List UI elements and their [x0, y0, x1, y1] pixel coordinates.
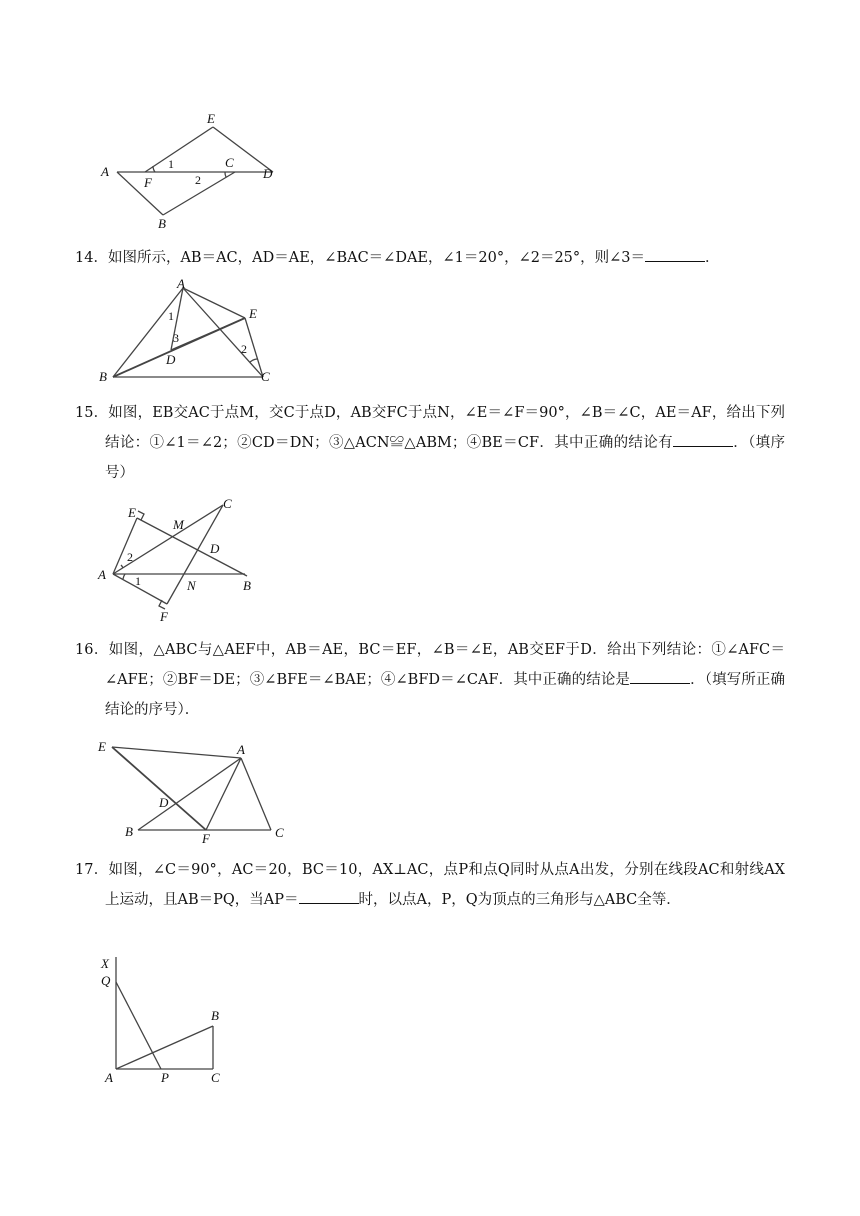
label-E: E: [249, 306, 257, 321]
label-P: P: [161, 1070, 169, 1085]
label-A: A: [177, 276, 185, 291]
question-17: [75, 855, 785, 915]
label-E: E: [207, 111, 215, 126]
label-B: B: [99, 369, 107, 384]
question-text-end: 时，以点A，P，Q为顶点的三角形与△ABC全等．: [358, 892, 681, 908]
label-A: A: [101, 164, 109, 179]
label-C: C: [275, 825, 284, 840]
question-number: 15．: [75, 405, 109, 421]
label-C: C: [225, 155, 234, 170]
angle-1: 1: [168, 157, 174, 171]
label-B: B: [211, 1008, 219, 1023]
angle-2: 2: [127, 550, 133, 564]
label-B: B: [158, 216, 166, 231]
label-D: D: [166, 352, 176, 367]
answer-blank[interactable]: [673, 432, 733, 447]
angle-3: 3: [173, 331, 179, 345]
angle-1: 1: [135, 574, 141, 588]
label-E: E: [128, 505, 136, 520]
angle-2: 2: [241, 342, 247, 356]
question-number: 14．: [75, 250, 108, 266]
label-Q: Q: [101, 973, 111, 988]
label-D: D: [263, 166, 273, 181]
question-text: 如图，∠C＝90°，AC＝20，BC＝10，AX⊥AC，点P和点Q同时从点A出发，分别在线段AC和射线AX上运动，且AB＝PQ，当AP＝: [105, 862, 785, 908]
label-F: F: [160, 609, 168, 624]
question-text: 如图，△ABC与△AEF中，AB＝AE，BC＝EF，∠B＝∠E，AB交EF于D．给出下列结论：①∠AFC＝∠AFE；②BF＝DE；③∠BFE＝∠BAE；④∠BFD＝∠CAF．其中正确的结论是: [105, 642, 785, 688]
label-C: C: [261, 369, 270, 384]
figure-17: [95, 952, 235, 1092]
question-text-end: ．（填写所正确结论的序号）．: [105, 672, 785, 718]
label-M: M: [173, 517, 184, 532]
figure-15: [95, 495, 265, 625]
label-D: D: [159, 795, 169, 810]
question-14: [75, 243, 785, 273]
figure-16: [95, 736, 295, 844]
question-text-end: ．: [705, 250, 720, 266]
question-text: 如图所示，AB＝AC，AD＝AE，∠BAC＝∠DAE，∠1＝20°，∠2＝25°，则∠3＝: [107, 250, 646, 266]
figure-14: [95, 278, 280, 386]
question-number: 16．: [75, 642, 109, 658]
angle-1: 1: [168, 309, 174, 323]
label-A: A: [105, 1070, 113, 1085]
question-text-end: ．（填序号）: [105, 435, 785, 481]
label-A: A: [237, 742, 245, 757]
question-16: [75, 635, 785, 725]
question-number: 17．: [75, 862, 109, 878]
question-15: [75, 398, 786, 488]
label-C: C: [211, 1070, 220, 1085]
label-F: F: [144, 175, 152, 190]
question-text: 如图，EB交AC于点M，交C于点D，AB交FC于点N，∠E＝∠F＝90°，∠B＝∠C，AE＝AF，给出下列结论：①∠1＝∠2；②CD＝DN；③△ACN≌△ABM；④BE＝CF．其中正确的结论有: [105, 405, 786, 451]
label-E: E: [98, 739, 106, 754]
label-F: F: [202, 831, 210, 846]
figure-13: [95, 110, 295, 235]
label-A: A: [98, 567, 106, 582]
answer-blank[interactable]: [299, 889, 359, 904]
label-B: B: [243, 578, 251, 593]
answer-blank[interactable]: [630, 669, 690, 684]
label-B: B: [125, 824, 133, 839]
answer-blank[interactable]: [645, 247, 705, 262]
label-C: C: [223, 496, 232, 511]
label-X: X: [101, 956, 109, 971]
label-N: N: [187, 578, 196, 593]
angle-2: 2: [195, 173, 201, 187]
label-D: D: [210, 541, 220, 556]
